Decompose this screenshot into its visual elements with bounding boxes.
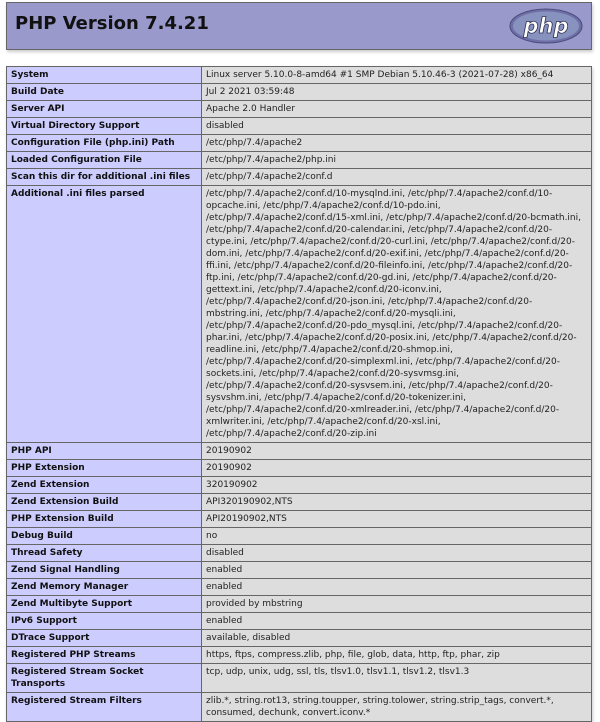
row-key: Zend Signal Handling <box>7 562 202 579</box>
row-key: PHP API <box>7 443 202 460</box>
row-value: 20190902 <box>202 460 592 477</box>
row-value: API320190902,NTS <box>202 494 592 511</box>
table-row <box>7 562 592 579</box>
row-key: Server API <box>7 101 202 118</box>
row-key: Zend Extension Build <box>7 494 202 511</box>
row-key: Virtual Directory Support <box>7 118 202 135</box>
php-logo-icon <box>509 8 583 44</box>
row-value: 20190902 <box>202 443 592 460</box>
row-key: Zend Multibyte Support <box>7 596 202 613</box>
table-row <box>7 84 592 101</box>
table-row <box>7 630 592 647</box>
version-header <box>6 2 592 50</box>
table-row <box>7 169 592 186</box>
row-value: /etc/php/7.4/apache2/conf.d <box>202 169 592 186</box>
row-value: /etc/php/7.4/apache2/conf.d/10-mysqlnd.ini, /etc/php/7.4/apache2/conf.d/10-opcache.ini, /etc/php/7.4/apache2/conf.d/10-pdo.ini, /etc/php/7.4/apache2/conf.d/15-xml.ini, /etc/php/7.4/apache2/conf.d/20-bcmath.ini, /etc/php/7.4/apache2/conf.d/20-calendar.ini, /etc/php/7.4/apache2/conf.d/20-ctype.ini, /etc/php/7.4/apache2/conf.d/20-curl.ini, /etc/php/7.4/apache2/conf.d/20-dom.ini, /etc/php/7.4/apache2/conf.d/20-exif.ini, /etc/php/7.4/apache2/conf.d/20-ffi.ini, /etc/php/7.4/apache2/conf.d/20-fileinfo.ini, /etc/php/7.4/apache2/conf.d/20-ftp.ini, /etc/php/7.4/apache2/conf.d/20-gd.ini, /etc/php/7.4/apache2/conf.d/20-gettext.ini, /etc/php/7.4/apache2/conf.d/20-iconv.ini, /etc/php/7.4/apache2/conf.d/20-json.ini, /etc/php/7.4/apache2/conf.d/20-mbstring.ini, /etc/php/7.4/apache2/conf.d/20-mysqli.ini, /etc/php/7.4/apache2/conf.d/20-pdo_mysql.ini, /etc/php/7.4/apache2/conf.d/20-phar.ini, /etc/php/7.4/apache2/conf.d/20-posix.ini, /etc/php/7.4/apache2/conf.d/20-readline.ini, /etc/php/7.4/apache2/conf.d/20-shmop.ini, /etc/php/7.4/apache2/conf.d/20-simplexml.ini, /etc/php/7.4/apache2/conf.d/20-sockets.ini, /etc/php/7.4/apache2/conf.d/20-sysvmsg.ini, /etc/php/7.4/apache2/conf.d/20-sysvsem.ini, /etc/php/7.4/apache2/conf.d/20-sysvshm.ini, /etc/php/7.4/apache2/conf.d/20-tokenizer.ini, /etc/php/7.4/apache2/conf.d/20-xmlreader.ini, /etc/php/7.4/apache2/conf.d/20-xmlwriter.ini, /etc/php/7.4/apache2/conf.d/20-xsl.ini, /etc/php/7.4/apache2/conf.d/20-zip.ini <box>202 186 592 443</box>
row-key: Registered Stream Filters <box>7 693 202 722</box>
row-key: Registered PHP Streams <box>7 647 202 664</box>
table-row <box>7 647 592 664</box>
row-key: IPv6 Support <box>7 613 202 630</box>
table-row <box>7 596 592 613</box>
row-key: Additional .ini files parsed <box>7 186 202 443</box>
row-value: API20190902,NTS <box>202 511 592 528</box>
row-value: disabled <box>202 118 592 135</box>
page-title: PHP Version 7.4.21 <box>15 13 209 34</box>
row-value: zlib.*, string.rot13, string.toupper, string.tolower, string.strip_tags, convert.*, consumed, dechunk, convert.iconv.* <box>202 693 592 722</box>
row-value: available, disabled <box>202 630 592 647</box>
row-key: Registered Stream Socket Transports <box>7 664 202 693</box>
phpinfo-page <box>6 0 592 718</box>
row-value: enabled <box>202 613 592 630</box>
row-key: PHP Extension Build <box>7 511 202 528</box>
row-key: Debug Build <box>7 528 202 545</box>
row-key: Zend Memory Manager <box>7 579 202 596</box>
row-key: System <box>7 67 202 84</box>
table-row <box>7 135 592 152</box>
table-row <box>7 579 592 596</box>
table-row <box>7 511 592 528</box>
table-row <box>7 613 592 630</box>
table-row <box>7 693 592 722</box>
table-row <box>7 152 592 169</box>
table-row <box>7 186 592 443</box>
row-key: DTrace Support <box>7 630 202 647</box>
table-row <box>7 460 592 477</box>
row-value: enabled <box>202 579 592 596</box>
table-row <box>7 528 592 545</box>
row-value: enabled <box>202 562 592 579</box>
row-value: 320190902 <box>202 477 592 494</box>
table-row <box>7 545 592 562</box>
table-row <box>7 67 592 84</box>
row-value: /etc/php/7.4/apache2/php.ini <box>202 152 592 169</box>
svg-text:php: php <box>523 14 569 38</box>
row-key: Scan this dir for additional .ini files <box>7 169 202 186</box>
row-key: Loaded Configuration File <box>7 152 202 169</box>
table-row <box>7 101 592 118</box>
row-key: PHP Extension <box>7 460 202 477</box>
row-value: Apache 2.0 Handler <box>202 101 592 118</box>
row-value: provided by mbstring <box>202 596 592 613</box>
row-value: /etc/php/7.4/apache2 <box>202 135 592 152</box>
table-row <box>7 494 592 511</box>
table-row <box>7 118 592 135</box>
row-value: Jul 2 2021 03:59:48 <box>202 84 592 101</box>
table-row <box>7 477 592 494</box>
table-row <box>7 664 592 693</box>
row-key: Thread Safety <box>7 545 202 562</box>
row-key: Configuration File (php.ini) Path <box>7 135 202 152</box>
row-value: disabled <box>202 545 592 562</box>
row-key: Build Date <box>7 84 202 101</box>
table-row <box>7 443 592 460</box>
row-value: Linux server 5.10.0-8-amd64 #1 SMP Debian 5.10.46-3 (2021-07-28) x86_64 <box>202 67 592 84</box>
row-key: Zend Extension <box>7 477 202 494</box>
row-value: no <box>202 528 592 545</box>
row-value: https, ftps, compress.zlib, php, file, glob, data, http, ftp, phar, zip <box>202 647 592 664</box>
info-table <box>6 66 592 722</box>
row-value: tcp, udp, unix, udg, ssl, tls, tlsv1.0, tlsv1.1, tlsv1.2, tlsv1.3 <box>202 664 592 693</box>
